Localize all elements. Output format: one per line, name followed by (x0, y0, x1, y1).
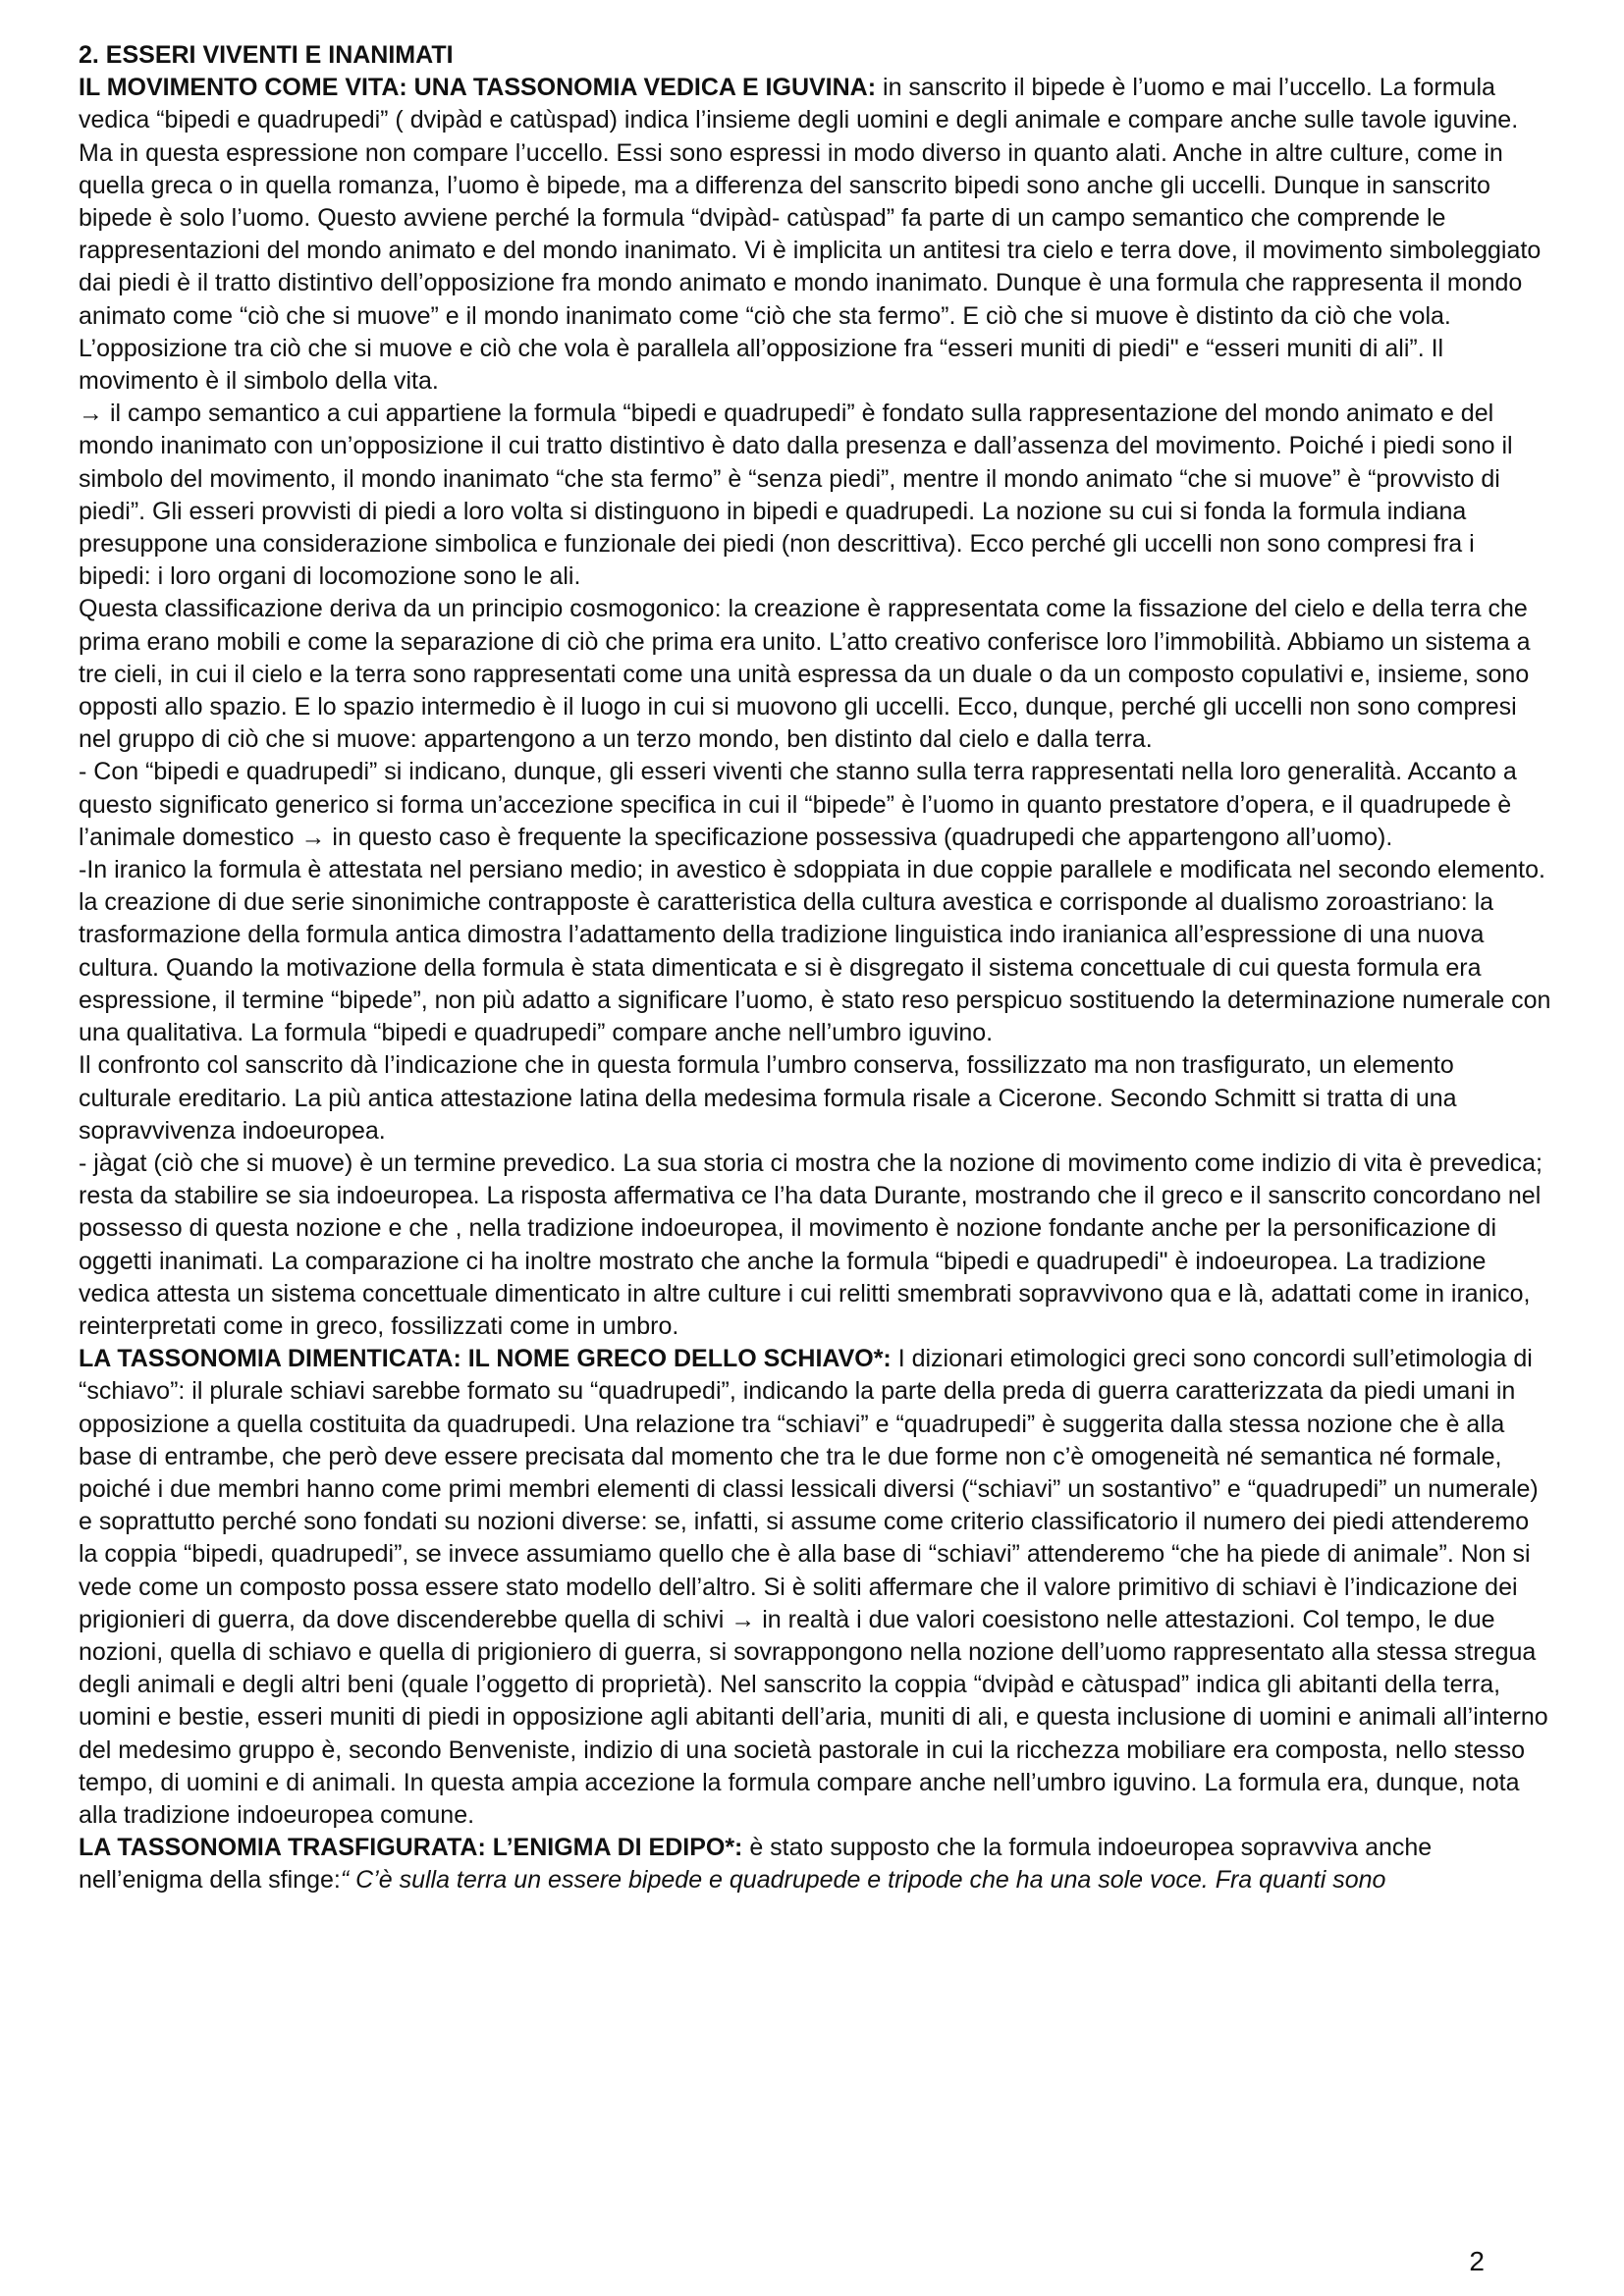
paragraph-text: è stato supposto che la formula indoeuropea sopravviva anche nell’enigma della sfinge: (79, 1834, 1433, 1895)
document-body (79, 39, 1551, 1897)
paragraph-semantic-field: → il campo semantico a cui appartiene la formula “bipedi e quadrupedi” è fondato sulla rappresentazione del mondo animato e del mondo inanimato con un’opposizione il cui tratto distintivo è dato dalla presenza e dall’assenza del movimento. Poiché i piedi sono il simbolo del movimento, il mondo inanimato “che sta fermo” è “senza piedi”, mentre il mondo animato “che si muove” è “provvisto di piedi”. Gli esseri provvisti di piedi a loro volta si distinguono in bipedi e quadrupedi. La nozione su cui si fonda la formula indiana presuppone una considerazione simbolica e funzionale dei piedi (non descrittiva). Ecco perché gli uccelli non sono compresi fra i bipedi: i loro organi di locomozione sono le ali. (79, 400, 1513, 591)
paragraph-generality: - Con “bipedi e quadrupedi” si indicano, dunque, gli esseri viventi che stanno sulla terra rappresentati nella loro generalità. Accanto a questo significato generico si forma un’accezione specifica in cui il “bipede” è l’uomo in quanto prestatore d’opera, e il quadrupede è l’animale domestico → in questo caso è frequente la specificazione possessiva (quadrupedi che appartengono all’uomo). (79, 758, 1517, 851)
subsection-title-schiavo: LA TASSONOMIA DIMENTICATA: IL NOME GRECO DELLO SCHIAVO*: (79, 1345, 892, 1373)
paragraph-vita-intro (79, 72, 1551, 398)
paragraph-schiavo (79, 1343, 1551, 1832)
paragraph-text: I dizionari etimologici greci sono concordi sull’etimologia di “schiavo”: il plurale schiavi sarebbe formato su “quadrupedi”, indicando la parte della preda di guerra caratterizzata da piedi umani in opposizione a quella costituita da quadrupedi. Una relazione tra “schiavi” e “quadrupedi” è suggerita dalla stessa nozione che è alla base di entrambe, che però deve essere precisata dal momento che tra le due forme non c’è omogeneità né semantica né formale, poiché i due membri hanno come primi membri elementi di classi lessicali diversi (“schiavi” un sostantivo” e “quadrupedi” un numerale) e soprattutto perché sono fondati su nozioni diverse: se, infatti, si assume come criterio classificatorio il numero dei piedi attenderemo la coppia “bipedi, quadrupedi”, se invece assumiamo quello che è alla base di “schiavi” attenderemo “che ha piede di animale”. Non si vede come un composto possa essere stato modello dell’altro. Si è soliti affermare che il valore primitivo di schiavi è l’indicazione dei prigionieri di guerra, da dove discenderebbe quella di schivi → in realtà i due valori coesistono nelle attestazioni. Col tempo, le due nozioni, quella di schiavo e quella di prigioniero di guerra, si sovrappongono nella nozione dell’uomo rappresentato alla stessa stregua degli animali e degli altri beni (quale l’oggetto di proprietà). Nel sanscrito la coppia “dvipàd e càtuspad” indica gli abitanti della terra, uomini e bestie, esseri muniti di piedi in opposizione agli abitanti dell’aria, muniti di ali, e questa inclusione di uomini e animali all’interno del medesimo gruppo è, secondo Benveniste, indizio di una società pastorale in cui la ricchezza mobiliare era composta, nello stesso tempo, di uomini e di animali. In questa ampia accezione la formula compare anche nell’umbro iguvino. La formula era, dunque, nota alla tradizione indoeuropea comune. (79, 1345, 1548, 1829)
subsection-title-vita: IL MOVIMENTO COME VITA: UNA TASSONOMIA VEDICA E IGUVINA: (79, 74, 877, 102)
paragraph-jagat: - jàgat (ciò che si muove) è un termine prevedico. La sua storia ci mostra che la nozione di movimento come indizio di vita è prevedica; resta da stabilire se sia indoeuropea. La risposta affermativa ce l’ha data Durante, mostrando che il greco e il sanscrito concordano nel possesso di questa nozione e che , nella tradizione indoeuropea, il movimento è nozione fondante anche per la personificazione di oggetti inanimati. La comparazione ci ha inoltre mostrato che anche la formula “bipedi e quadrupedi" è indoeuropea. La tradizione vedica attesta un sistema concettuale dimenticato in altre culture i cui relitti smembrati sopravvivono qua e là, adattati come in iranico, reinterpretati come in greco, fossilizzati come in umbro. (79, 1148, 1543, 1340)
paragraph-iranic: -In iranico la formula è attestata nel persiano medio; in avestico è sdoppiata in due coppie parallele e modificata nel secondo elemento. la creazione di due serie sinonimiche contrapposte è caratteristica della cultura avestica e corrisponde al dualismo zoroastriano: la trasformazione della formula antica dimostra l’adattamento della tradizione linguistica indo iranianica all’espressione di una nuova cultura. Quando la motivazione della formula è stata dimenticata e si è disgregato il sistema concettuale di cui questa formula era espressione, il termine “bipede”, non più adatto a significare l’uomo, è stato reso perspicuo sostituendo la determinazione numerale con una qualitativa. La formula “bipedi e quadrupedi” compare anche nell’umbro iguvino. (79, 856, 1551, 1047)
paragraph-edipo (79, 1832, 1551, 1896)
page-number: 2 (1469, 2246, 1485, 2276)
subsection-title-edipo: LA TASSONOMIA TRASFIGURATA: L’ENIGMA DI EDIPO*: (79, 1834, 743, 1862)
paragraph-sanskrit-comparison: Il confronto col sanscrito dà l’indicazione che in questa formula l’umbro conserva, fossilizzato ma non trasfigurato, un elemento culturale ereditario. La più antica attestazione latina della medesima formula risale a Cicerone. Secondo Schmitt si tratta di una sopravvivenza indoeuropea. (79, 1051, 1457, 1145)
paragraph-cosmogony: Questa classificazione deriva da un principio cosmogonico: la creazione è rappresentata come la fissazione del cielo e della terra che prima erano mobili e come la separazione di ciò che prima era unito. L’atto creativo conferisce loro l’immobilità. Abbiamo un sistema a tre cieli, in cui il cielo e la terra sono rappresentati come una unità espressa da un duale o da un composto copulativi e, insieme, sono opposti allo spazio. E lo spazio intermedio è il luogo in cui si muovono gli uccelli. Ecco, dunque, perché gli uccelli non sono compresi nel gruppo di ciò che si muove: appartengono a un terzo mondo, ben distinto dal cielo e dalla terra. (79, 595, 1531, 754)
sphinx-riddle-quote: “ C’è sulla terra un essere bipede e quadrupede e tripode che ha una sole voce. Fra quanti sono (340, 1866, 1386, 1895)
section-heading: 2. ESSERI VIVENTI E INANIMATI (79, 41, 454, 69)
paragraph-text: in sanscrito il bipede è l’uomo e mai l’uccello. La formula vedica “bipedi e quadrupedi” ( dvipàd e catùspad) indica l’insieme degli uomini e degli animale e compare anche sulle tavole iguvine. Ma in questa espressione non compare l’uccello. Essi sono espressi in modo diverso in quanto alati. Anche in altre culture, come in quella greca o in quella romanza, l’uomo è bipede, ma a differenza del sanscrito bipedi sono anche gli uccelli. Dunque in sanscrito bipede è solo l’uomo. Questo avviene perché la formula “dvipàd- catùspad” fa parte di un campo semantico che comprende le rappresentazioni del mondo animato e del mondo inanimato. Vi è implicita un antitesi tra cielo e terra dove, il movimento simboleggiato dai piedi è il tratto distintivo dell’opposizione fra mondo animato e mondo inanimato. Dunque è una formula che rappresenta il mondo animato come “ciò che si muove” e il mondo inanimato come “ciò che sta fermo”. E ciò che si muove è distinto da ciò che vola. L’opposizione tra ciò che si muove e ciò che vola è parallela all’opposizione fra “esseri muniti di piedi" e “esseri muniti di ali”. Il movimento è il simbolo della vita. (79, 74, 1542, 396)
